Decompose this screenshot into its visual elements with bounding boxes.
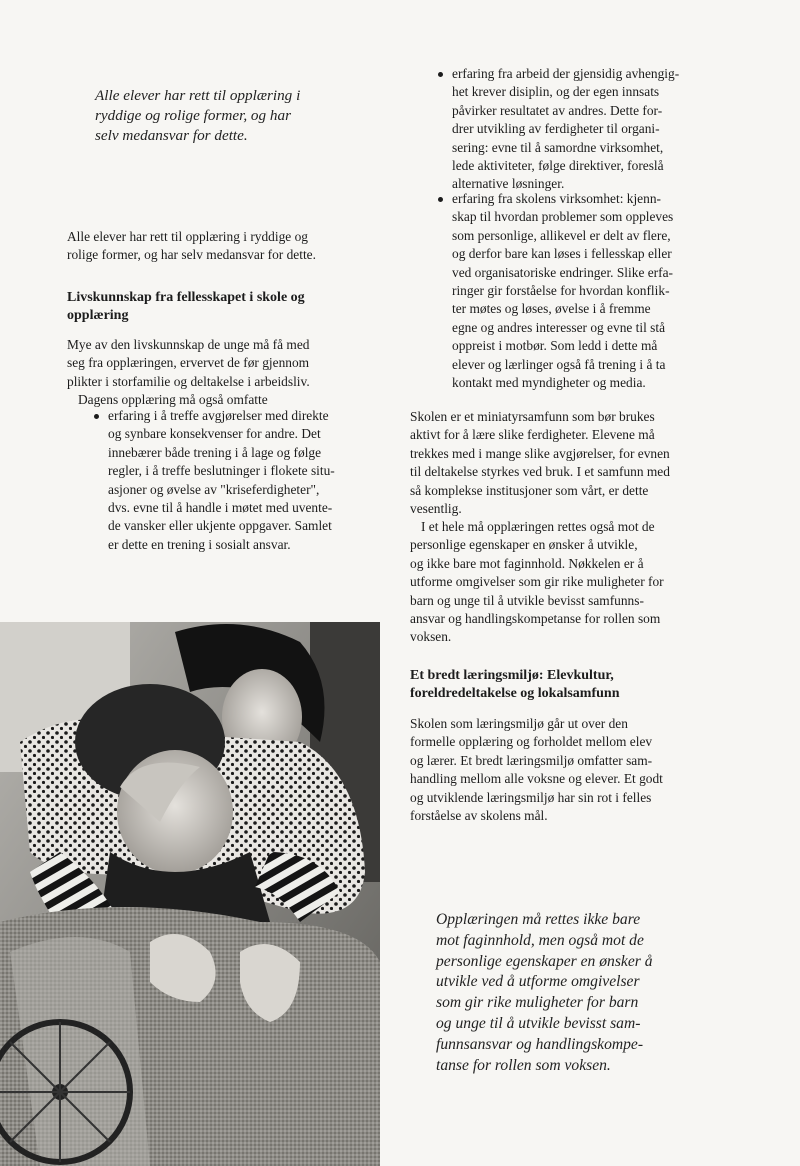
text-line: regler, i å treffe beslutninger i flokete situ- (108, 463, 335, 479)
bullet-icon (438, 72, 443, 77)
text-line: og derfor bare kan løses i fellesskap eller (452, 246, 672, 262)
intro-paragraph (67, 228, 316, 265)
text-line: asjoner og øvelse av "kriseferdigheter", (108, 481, 320, 497)
section-heading-laeringsmiljo (410, 667, 620, 704)
text-line: ansvar og handlingskompetanse for rollen som (410, 611, 661, 627)
text-line: skap til hvordan problemer som oppleves (452, 209, 674, 225)
text-line: påvirker resultatet av andres. Dette for- (452, 102, 663, 118)
pullquote-line: mot faginnhold, men også mot de (436, 931, 644, 949)
paragraph-livskunnskap (67, 336, 310, 410)
text-line: kontakt med myndigheter og media. (452, 375, 646, 391)
text-line: Skolen er et miniatyrsamfunn som bør brukes (410, 409, 655, 424)
text-line: de vansker eller ukjente oppgaver. Samlet (108, 518, 332, 534)
paragraph-egenskaper (410, 518, 664, 647)
text-line: ved organisatoriske endringer. Slike erfa- (452, 264, 673, 280)
text-line: er dette en trening i sosialt ansvar. (108, 536, 291, 552)
heading-line: foreldredeltakelse og lokalsamfunn (410, 686, 620, 702)
text-line: innebærer både trening i å lage og følge (108, 444, 322, 460)
text-line: utforme omgivelser som gir rike muligheter for (410, 574, 664, 590)
text-line: formelle opplæring og forholdet mellom elev (410, 734, 653, 750)
pullquote-line: selv medansvar for dette. (95, 126, 248, 144)
pullquote-line: tanse for rollen som voksen. (436, 1056, 611, 1074)
text-line: personlige egenskaper en ønsker å utvikle, (410, 537, 638, 553)
bullet-item-2 (452, 65, 679, 194)
heading-line: opplæring (67, 308, 129, 324)
text-line: plikter i storfamilie og deltakelse i arbeidsliv. (67, 373, 310, 389)
pullquote-line: Opplæringen må rettes ikke bare (436, 911, 641, 928)
photo-elderly-woman-embraced-icon (0, 622, 380, 1166)
text-line: barn og unge til å utvikle bevisst samfunns- (410, 592, 644, 608)
text-line: alternative løsninger. (452, 176, 565, 192)
pullquote-line: og unge til å utvikle bevisst sam- (436, 1014, 641, 1032)
text-line: som personlige, allikevel er delt av flere, (452, 227, 671, 243)
pullquote-top (95, 86, 365, 145)
bullet-item-3 (452, 190, 673, 392)
pullquote-line: ryddige og rolige former, og har (95, 106, 292, 124)
text-line: erfaring i å treffe avgjørelser med direkte (108, 408, 329, 423)
text-line: og ikke bare mot faginnhold. Nøkkelen er å (410, 555, 644, 571)
text-line: Skolen som læringsmiljø går ut over den (410, 716, 628, 731)
text-line: forståelse av skolens mål. (410, 808, 548, 824)
text-line: rolige former, og har selv medansvar for dette. (67, 247, 316, 263)
section-heading-livskunnskap (67, 289, 305, 326)
text-line: Alle elever har rett til opplæring i ryddige og (67, 229, 308, 244)
text-line: ter møtes og løses, øvelse i å fremme (452, 301, 651, 317)
pullquote-line: som gir rike muligheter for barn (436, 994, 639, 1012)
pullquote-line: Alle elever har rett til opplæring i (95, 87, 301, 104)
text-line: sering: evne til å samordne virksomhet, (452, 139, 664, 155)
pullquote-bottom (436, 910, 706, 1076)
text-line: trekkes med i mange slike avgjørelser, for evnen (410, 445, 670, 461)
text-line: het krever disiplin, og der egen innsats (452, 84, 660, 100)
text-line: så komplekse institusjoner som vårt, er dette (410, 482, 649, 498)
bullet-icon (94, 414, 99, 419)
pullquote-line: funnsansvar og handlingskompe- (436, 1035, 644, 1053)
text-line: oppreist i motbør. Som ledd i dette må (452, 338, 658, 354)
text-line: drer utvikling av ferdigheter til organi- (452, 121, 660, 137)
text-line: egne og andres interesser og evne til stå (452, 319, 666, 335)
text-line: handling mellom alle voksne og elever. Et godt (410, 771, 663, 787)
bullet-icon (438, 197, 443, 202)
bullet-item-1 (108, 407, 335, 554)
text-line: voksen. (410, 629, 452, 645)
text-line: erfaring fra skolens virksomhet: kjenn- (452, 191, 661, 206)
text-line: ringer gir forståelse for hvordan konflik- (452, 283, 670, 299)
text-line: I et hele må opplæringen rettes også mot de (421, 519, 655, 534)
text-line: Dagens opplæring må også omfatte (78, 392, 268, 408)
pullquote-line: utvikle ved å utforme omgivelser (436, 973, 640, 991)
text-line: dvs. evne til å handle i møtet med uvente- (108, 500, 333, 516)
text-line: aktivt for å lære slike ferdigheter. Elevene må (410, 427, 655, 443)
text-line: lede aktiviteter, følge direktiver, foreslå (452, 158, 664, 174)
text-line: elever og lærlinger også få trening i å ta (452, 356, 666, 372)
text-line: og utviklende læringsmiljø har sin rot i felles (410, 789, 652, 805)
paragraph-miniatyrsamfunn (410, 408, 670, 518)
text-line: og lærer. Et bredt læringsmiljø omfatter sam- (410, 752, 653, 768)
text-line: til deltakelse styrkes ved bruk. I et samfunn med (410, 464, 670, 480)
paragraph-laeringsmiljo (410, 715, 663, 825)
pullquote-line: personlige egenskaper en ønsker å (436, 952, 653, 970)
text-line: seg fra opplæringen, ervervet de før gjennom (67, 355, 310, 371)
text-line: vesentlig. (410, 501, 462, 517)
text-line: erfaring fra arbeid der gjensidig avhengig- (452, 66, 680, 81)
heading-line: Livskunnskap fra fellesskapet i skole og (67, 290, 305, 305)
text-line: Mye av den livskunnskap de unge må få med (67, 337, 310, 352)
text-line: og synbare konsekvenser for andre. Det (108, 426, 321, 442)
heading-line: Et bredt læringsmiljø: Elevkultur, (410, 668, 614, 683)
